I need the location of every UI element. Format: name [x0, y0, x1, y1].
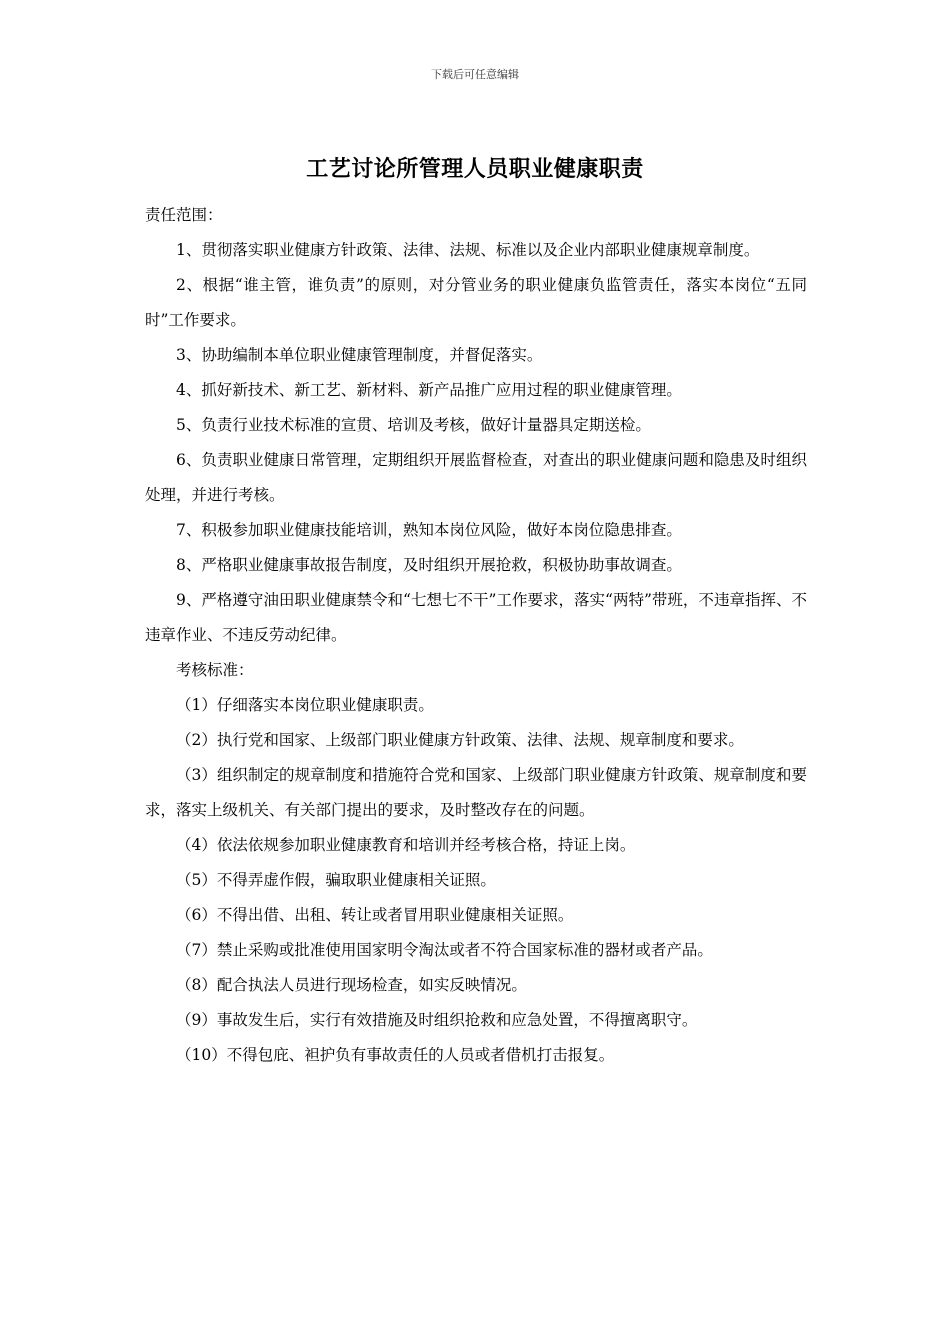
assessment-item: （6）不得出借、出租、转让或者冒用职业健康相关证照。: [176, 906, 574, 924]
responsibility-item: 2、根据“谁主管，谁负责”的原则，对分管业务的职业健康负监管责任，落实本岗位“五同时”工作要求。: [145, 276, 807, 329]
document-title: 工艺讨论所管理人员职业健康职责: [306, 156, 644, 182]
responsibility-item: 5、负责行业技术标准的宣贯、培训及考核，做好计量器具定期送检。: [176, 416, 651, 434]
responsibility-item: 7、积极参加职业健康技能培训，熟知本岗位风险，做好本岗位隐患排查。: [176, 521, 682, 539]
assessment-item: （1）仔细落实本岗位职业健康职责。: [176, 696, 434, 714]
assessment-item: （5）不得弄虚作假，骗取职业健康相关证照。: [176, 871, 496, 889]
responsibility-item: 3、协助编制本单位职业健康管理制度，并督促落实。: [176, 346, 543, 364]
scope-heading: 责任范围：: [145, 206, 223, 224]
assessment-item: （3）组织制定的规章制度和措施符合党和国家、上级部门职业健康方针政策、规章制度和要求，落实上级机关、有关部门提出的要求，及时整改存在的问题。: [145, 766, 807, 819]
responsibility-item: 8、严格职业健康事故报告制度，及时组织开展抢救，积极协助事故调查。: [176, 556, 682, 574]
assessment-item: （4）依法依规参加职业健康教育和培训并经考核合格，持证上岗。: [176, 836, 636, 854]
page-header-note: 下载后可任意编辑: [431, 68, 519, 81]
assessment-item: （10）不得包庇、袒护负有事故责任的人员或者借机打击报复。: [176, 1046, 615, 1064]
responsibility-item: 1、贯彻落实职业健康方针政策、法律、法规、标准以及企业内部职业健康规章制度。: [176, 241, 760, 259]
responsibility-item: 4、抓好新技术、新工艺、新材料、新产品推广应用过程的职业健康管理。: [176, 381, 682, 399]
responsibility-item: 6、负责职业健康日常管理，定期组织开展监督检查，对查出的职业健康问题和隐患及时组织处理，并进行考核。: [145, 451, 807, 504]
assessment-item: （9）事故发生后，实行有效措施及时组织抢救和应急处置，不得擅离职守。: [176, 1011, 698, 1029]
assessment-item: （8）配合执法人员进行现场检查，如实反映情况。: [176, 976, 527, 994]
responsibility-item: 9、严格遵守油田职业健康禁令和“七想七不干”工作要求，落实“两特”带班，不违章指挥、不违章作业、不违反劳动纪律。: [145, 591, 807, 644]
document-body: [145, 198, 807, 1073]
assessment-item: （2）执行党和国家、上级部门职业健康方针政策、法律、法规、规章制度和要求。: [176, 731, 744, 749]
assessment-heading: 考核标准：: [176, 661, 254, 679]
assessment-item: （7）禁止采购或批准使用国家明令淘汰或者不符合国家标准的器材或者产品。: [176, 941, 713, 959]
